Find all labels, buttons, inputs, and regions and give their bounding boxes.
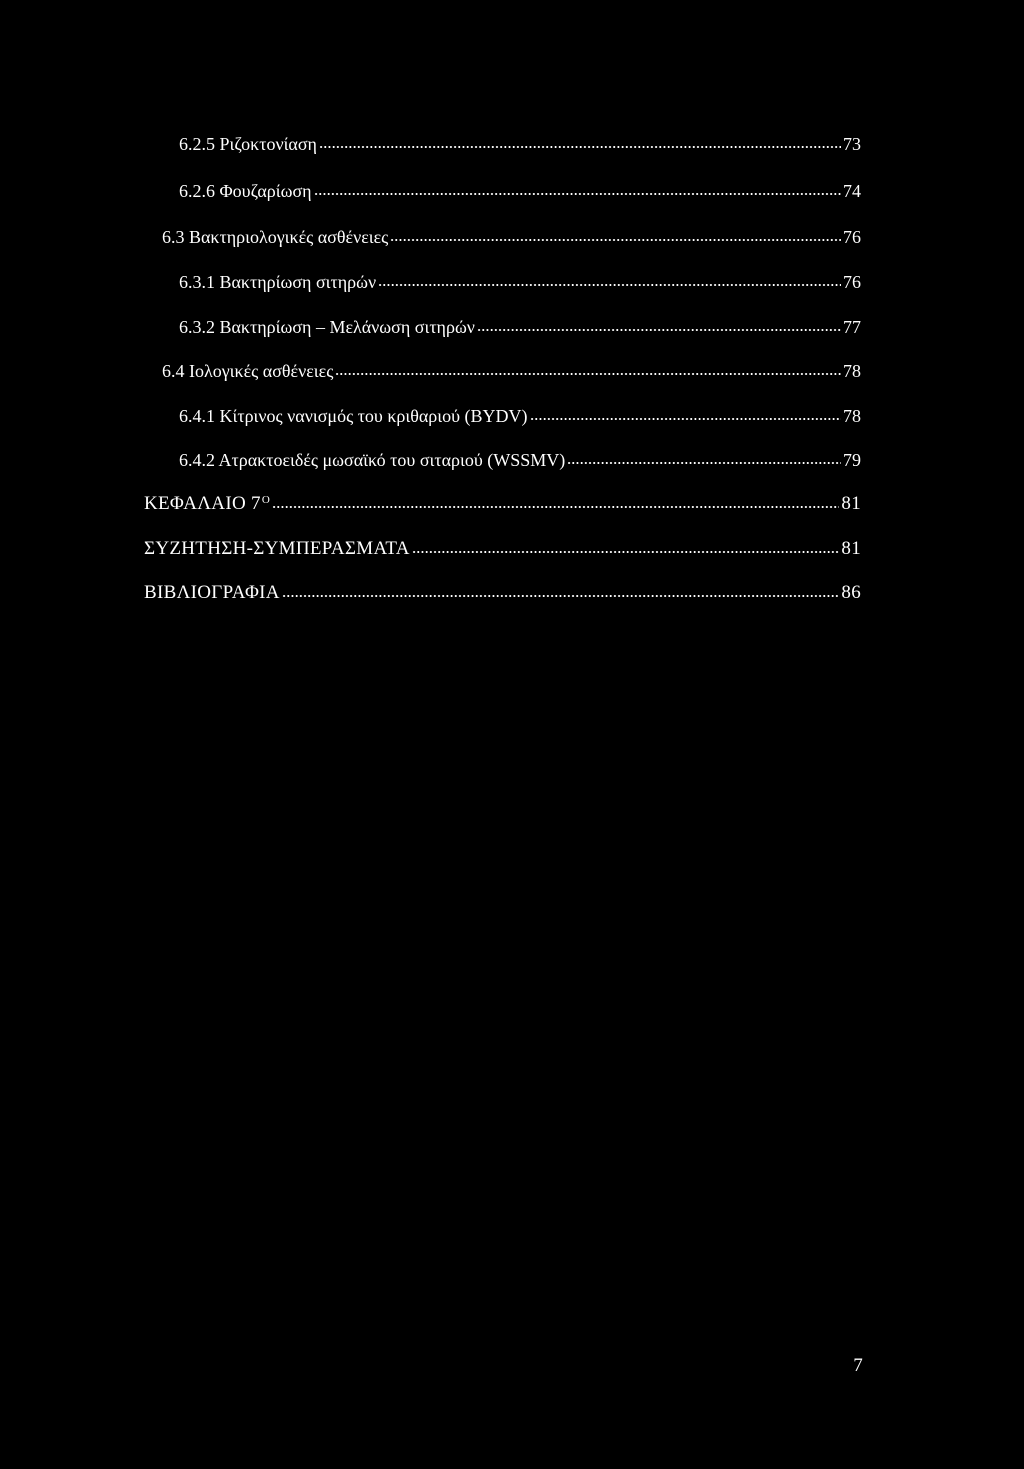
dot-leader [477,328,841,332]
dot-leader [314,192,841,196]
toc-entry-chapter [144,577,861,603]
dot-leader [282,594,840,598]
toc-entry-label: 6.3.1 Βακτηρίωση σιτηρών [179,272,377,292]
dot-leader [378,283,841,287]
dot-leader [390,238,841,242]
toc-entry-page: 78 [843,361,861,381]
toc-entry-label: ΒΙΒΛΙΟΓΡΑΦΙΑ [144,582,280,603]
toc-entry [179,444,861,470]
toc-entry [179,128,861,154]
toc-entry-page: 77 [843,317,861,337]
toc-entry-label: 6.3.2 Βακτηρίωση – Μελάνωση σιτηρών [179,317,475,337]
toc-entry-chapter [144,533,861,559]
toc-entry-page: 79 [843,450,861,470]
toc-entry-chapter [144,488,861,514]
toc-entry-label: 6.4.1 Κίτρινος νανισμός του κριθαριού (BYDV) [179,406,528,426]
dot-leader [412,550,840,554]
toc-entry-label: 6.4.2 Ατρακτοειδές μωσαϊκό του σιταριού (WSSMV) [179,450,566,470]
dot-leader [272,505,839,509]
toc-entry [162,355,861,381]
toc-entry-label: 6.4 Ιολογικές ασθένειες [162,361,334,381]
toc-entry-label: ΣΥΖΗΤΗΣΗ-ΣΥΜΠΕΡΑΣΜΑΤΑ [144,538,410,559]
page-number: 7 [853,1355,863,1376]
dot-leader [335,372,841,376]
toc-entry-label: 6.3 Βακτηριολογικές ασθένειες [162,227,389,247]
toc-entry-page: 78 [843,406,861,426]
toc-entry [179,311,861,337]
toc-entry-page: 74 [843,181,861,201]
toc-entry-page: 81 [841,538,861,559]
toc-entry-page: 86 [841,582,861,603]
toc-entry [179,266,861,292]
chapter-title: ΚΕΦΑΛΑΙΟ 7 [144,493,261,514]
toc-entry-label [144,494,272,514]
toc-entry [179,400,861,426]
dot-leader [567,461,841,465]
ordinal-superscript: Ο [261,494,271,506]
dot-leader [530,417,841,421]
toc-entry-label: 6.2.6 Φουζαρίωση [179,181,312,201]
table-of-contents [0,0,1024,620]
dot-leader [319,145,841,149]
toc-entry [162,221,861,247]
toc-entry-page: 73 [843,134,861,154]
toc-entry-page: 76 [843,272,861,292]
toc-entry-label: 6.2.5 Ριζοκτονίαση [179,134,317,154]
toc-entry-page: 76 [843,227,861,247]
toc-entry [179,175,861,201]
toc-entry-page: 81 [841,493,861,514]
